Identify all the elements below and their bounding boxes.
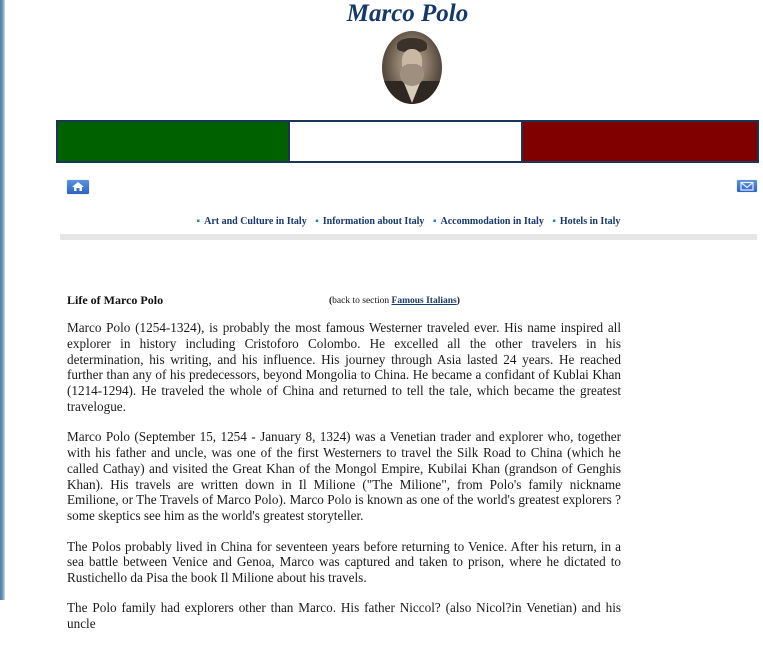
separator-bar <box>60 234 757 240</box>
nav-hotels[interactable] <box>552 216 620 227</box>
window-left-edge <box>0 0 5 600</box>
nav-accommodation[interactable] <box>433 216 544 227</box>
flag-white-band <box>290 122 523 161</box>
back-to-section <box>329 294 460 308</box>
paragraph: The Polos probably lived in China for seventeen years before returning to Venice. After his return, in a sea battle between Venice and Genoa, Marco was captured and taken to prison, where he dictated to Rustichello da Pisa the book Il Milione about his travels. <box>67 538 621 586</box>
nav-label: Art and Culture in Italy <box>204 216 307 227</box>
paragraph: Marco Polo (1254-1324), is probably the most famous Westerner traveled ever. His name inspired all explorer in history including Cristoforo Colombo. He excelled all the other travelers in his determination, his writing, and his influence. His journey through Asia lasted 24 years. He reached further than any of his predecessors, beyond Mongolia to China. He became a confidant of Kublai Khan (1214-1294). He traveled the whole of China and returned to tell the tale, which became the greatest travelogue. <box>67 320 621 414</box>
bullet-icon: ▪ <box>315 216 319 227</box>
flag-green-band <box>58 122 290 161</box>
nav-label: Hotels in Italy <box>559 216 621 227</box>
nav-label: Accommodation in Italy <box>440 216 544 227</box>
home-button[interactable] <box>67 180 89 194</box>
paren-open: ( <box>329 296 333 306</box>
nav-art-and-culture[interactable] <box>197 216 307 227</box>
paragraph: Marco Polo (September 15, 1254 - January 8, 1324) was a Venetian trader and explorer who, together with his father and uncle, was one of the first Westerners to travel the Silk Road to China (which he called Cathay) and visited the Great Khan of the Mongol Empire, Kubilai Khan (grandson of Genghis Khan). His travels are written down in Il Milione ("The Milione", from Polo's family nickname Emilione, or The Travels of Marco Polo). Marco Polo is known as one of the world's greatest explorers ? some skeptics see him as the world's greatest storyteller. <box>67 429 621 524</box>
article-body <box>67 320 621 647</box>
home-icon <box>67 180 89 194</box>
bullet-icon: ▪ <box>552 216 556 227</box>
bullet-icon: ▪ <box>196 216 201 227</box>
section-title: Life of Marco Polo <box>67 293 164 307</box>
top-navigation <box>60 215 757 229</box>
portrait-beard <box>400 64 424 86</box>
italian-flag-banner <box>56 120 759 163</box>
mail-icon <box>737 180 757 192</box>
paragraph: The Polo family had explorers other than Marco. His father Niccol? (also Nicol?in Venetian) and his uncle <box>67 600 621 632</box>
nav-information-about-italy[interactable] <box>315 216 424 227</box>
bullet-icon: ▪ <box>432 216 437 227</box>
mail-button[interactable] <box>737 180 757 192</box>
nav-label: Information about Italy <box>322 216 425 227</box>
flag-red-band <box>523 122 757 161</box>
marco-polo-portrait <box>382 31 442 104</box>
famous-italians-link[interactable]: Famous Italians <box>391 296 457 306</box>
page-title: Marco Polo <box>346 0 469 27</box>
paren-close: ) <box>456 296 460 306</box>
section-header <box>67 292 627 310</box>
back-text: back to section <box>332 296 392 306</box>
